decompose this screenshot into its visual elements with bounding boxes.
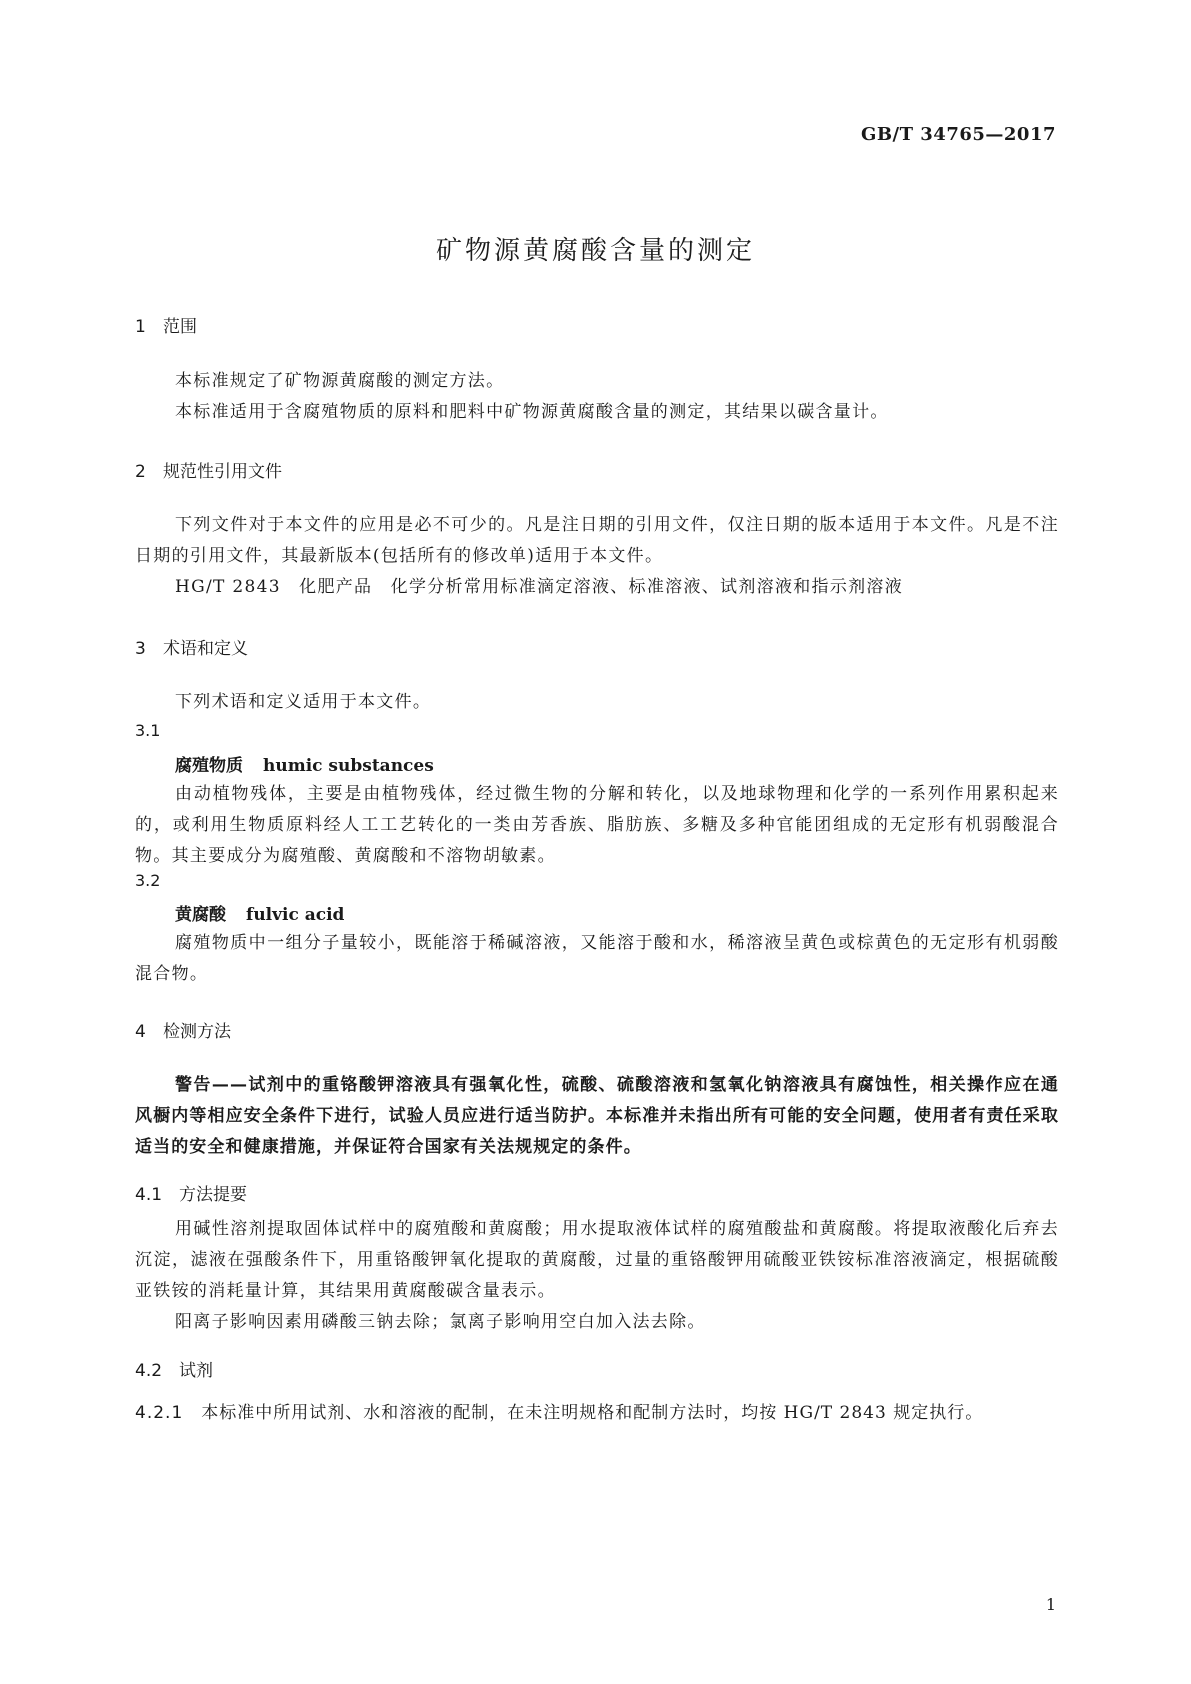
section-1-heading (135, 312, 197, 337)
normative-reference: HG/T 2843 化肥产品 化学分析常用标准滴定溶液、标准溶液、试剂溶液和指示剂溶液 (175, 577, 904, 597)
clause-4-2-1 (135, 1398, 983, 1423)
term-zh: 黄腐酸 (175, 905, 226, 925)
section-number: 4 (135, 1022, 146, 1042)
section-title: 规范性引用文件 (163, 462, 282, 482)
term-number: 3.1 (135, 721, 161, 740)
term-number: 3.2 (135, 871, 161, 890)
subsection-title: 方法提要 (179, 1185, 247, 1205)
section-3-heading (135, 634, 248, 659)
clause-text: 本标准中所用试剂、水和溶液的配制，在未注明规格和配制方法时，均按 HG/T 2843 规定执行。 (201, 1403, 984, 1423)
term-en: humic substances (263, 756, 434, 776)
subsection-4-2-heading (135, 1356, 213, 1381)
paragraph: 本标准规定了矿物源黄腐酸的测定方法。 (175, 371, 505, 391)
term-en: fulvic acid (246, 905, 345, 925)
term-definition: 腐殖物质中一组分子量较小，既能溶于稀碱溶液，又能溶于酸和水，稀溶液呈黄色或棕黄色的无定形有机弱酸混合物。 (135, 933, 1059, 984)
paragraph: 用碱性溶剂提取固体试样中的腐殖酸和黄腐酸；用水提取液体试样的腐殖酸盐和黄腐酸。将提取液酸化后弃去沉淀，滤液在强酸条件下，用重铬酸钾氧化提取的黄腐酸，过量的重铬酸钾用硫酸亚铁铵标准溶液滴定，根据硫酸亚铁铵的消耗量计算，其结果用黄腐酸碳含量表示。 (135, 1219, 1059, 1301)
section-number: 1 (135, 317, 146, 337)
section-2-heading (135, 457, 282, 482)
section-number: 2 (135, 462, 146, 482)
term-heading (175, 900, 344, 925)
term-heading (175, 751, 434, 776)
section-title: 检测方法 (163, 1022, 231, 1042)
section-title: 术语和定义 (163, 639, 248, 659)
term-zh: 腐殖物质 (175, 756, 243, 776)
clause-number: 4.2.1 (135, 1403, 184, 1423)
safety-warning: 警告——试剂中的重铬酸钾溶液具有强氧化性，硫酸、硫酸溶液和氢氧化钠溶液具有腐蚀性，相关操作应在通风橱内等相应安全条件下进行，试验人员应进行适当防护。本标准并未指出所有可能的安全问题，使用者有责任采取适当的安全和健康措施，并保证符合国家有关法规规定的条件。 (135, 1075, 1059, 1157)
term-definition: 由动植物残体，主要是由植物残体，经过微生物的分解和转化，以及地球物理和化学的一系列作用累积起来的，或利用生物质原料经人工工艺转化的一类由芳香族、脂肪族、多糖及多种官能团组成的无定形有机弱酸混合物。其主要成分为腐殖酸、黄腐酸和不溶物胡敏素。 (135, 784, 1059, 866)
paragraph: 阳离子影响因素用磷酸三钠去除；氯离子影响用空白加入法去除。 (175, 1312, 706, 1332)
subsection-number: 4.2 (135, 1361, 163, 1381)
document-title: 矿物源黄腐酸含量的测定 (435, 236, 755, 266)
paragraph: 本标准适用于含腐殖物质的原料和肥料中矿物源黄腐酸含量的测定，其结果以碳含量计。 (175, 402, 889, 422)
subsection-title: 试剂 (179, 1361, 213, 1381)
subsection-4-1-heading (135, 1180, 247, 1205)
page-number: 1 (1045, 1595, 1056, 1614)
paragraph: 下列术语和定义适用于本文件。 (175, 692, 432, 712)
section-title: 范围 (163, 317, 197, 337)
subsection-number: 4.1 (135, 1185, 163, 1205)
paragraph: 下列文件对于本文件的应用是必不可少的。凡是注日期的引用文件，仅注日期的版本适用于本文件。凡是不注日期的引用文件，其最新版本(包括所有的修改单)适用于本文件。 (135, 515, 1059, 566)
section-number: 3 (135, 639, 146, 659)
standard-number: GB/T 34765—2017 (860, 124, 1056, 145)
section-4-heading (135, 1017, 231, 1042)
